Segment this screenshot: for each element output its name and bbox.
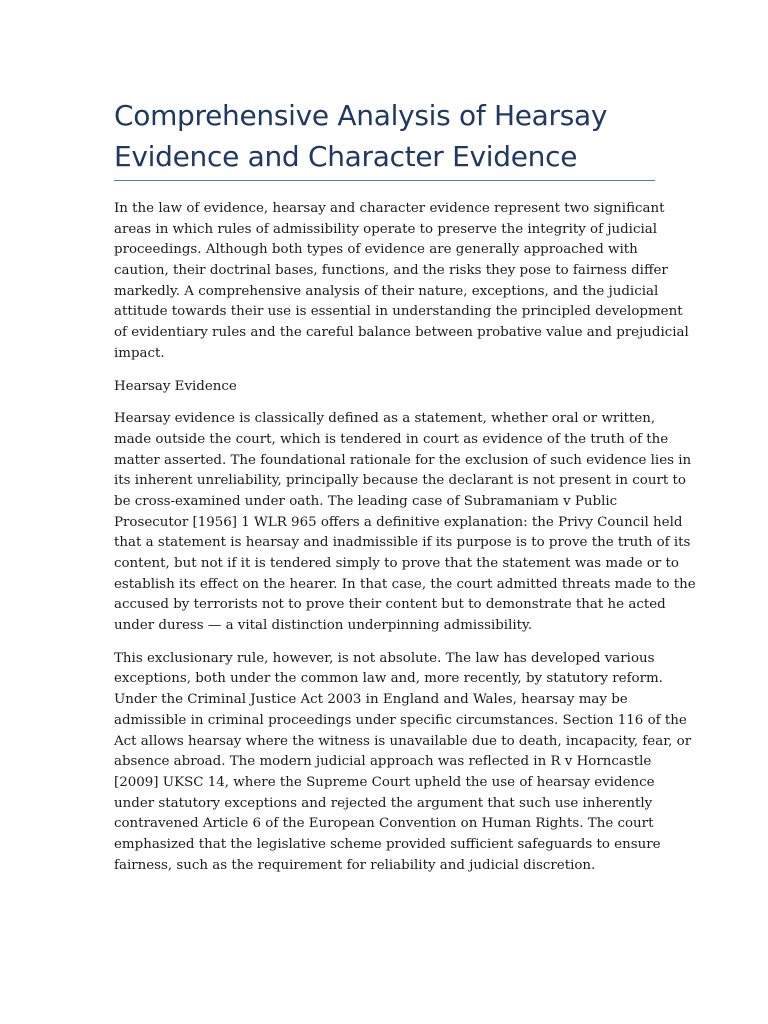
paragraph [114, 409, 696, 637]
paragraph [114, 649, 692, 877]
text-line: of evidentiary rules and the careful balance between probative value and prejudicial [114, 325, 689, 341]
text-line: accused by terrorists not to prove their content but to demonstrate that he acted [114, 597, 666, 613]
text-line: fairness, such as the requirement for reliability and judicial discretion. [114, 857, 596, 873]
text-line: absence abroad. The modern judicial approach was reflected in R v Horncastle [114, 754, 652, 770]
text-line: impact. [114, 345, 165, 361]
text-line: markedly. A comprehensive analysis of their nature, exceptions, and the judicial [114, 283, 659, 299]
text-line: made outside the court, which is tendered in court as evidence of the truth of the [114, 431, 669, 447]
text-line: proceedings. Although both types of evidence are generally approached with [114, 242, 638, 258]
text-line: Act allows hearsay where the witness is unavailable due to death, incapacity, fear, or [114, 733, 692, 749]
text-line: This exclusionary rule, however, is not absolute. The law has developed various [114, 650, 655, 666]
text-line: Hearsay Evidence [114, 378, 237, 394]
text-line: In the law of evidence, hearsay and character evidence represent two significant [114, 201, 665, 216]
title-underline-rule [114, 180, 655, 181]
text-line: its inherent unreliability, principally because the declarant is not present in court to [114, 473, 686, 489]
text-line: emphasized that the legislative scheme provided sufficient safeguards to ensure [114, 836, 661, 852]
text-line: contravened Article 6 of the European Convention on Human Rights. The court [114, 816, 654, 832]
text-line: under statutory exceptions and rejected the argument that such use inherently [114, 795, 653, 811]
text-line: caution, their doctrinal bases, functions, and the risks they pose to fairness differ [114, 263, 668, 279]
text-line: establish its effect on the hearer. In that case, the court admitted threats made to the [114, 576, 696, 592]
section-heading [114, 377, 674, 398]
title-line: Evidence and Character Evidence [114, 140, 578, 173]
text-line: content, but not if it is tendered simply to prove that the statement was made or to [114, 556, 679, 571]
text-line: [2009] UKSC 14, where the Supreme Court upheld the use of hearsay evidence [114, 774, 655, 790]
text-line: Hearsay evidence is classically defined as a statement, whether oral or written, [114, 411, 656, 427]
text-line: admissible in criminal proceedings under specific circumstances. Section 116 of the [114, 712, 687, 728]
text-line: that a statement is hearsay and inadmissible if its purpose is to prove the truth of its [114, 535, 691, 551]
text-line: under duress — a vital distinction underpinning admissibility. [114, 618, 533, 634]
paragraph [114, 199, 689, 365]
text-line: areas in which rules of admissibility operate to preserve the integrity of judicial [114, 221, 658, 237]
text-line: exceptions, both under the common law and, more recently, by statutory reform. [114, 671, 663, 687]
document-title [114, 95, 674, 177]
text-line: Under the Criminal Justice Act 2003 in England and Wales, hearsay may be [114, 692, 628, 708]
text-line: be cross-examined under oath. The leading case of Subramaniam v Public [114, 493, 618, 509]
text-line: matter asserted. The foundational rationale for the exclusion of such evidence lies in [114, 452, 692, 468]
text-line: Prosecutor [1956] 1 WLR 965 offers a definitive explanation: the Privy Council held [114, 514, 683, 530]
document-body [114, 199, 696, 888]
title-line: Comprehensive Analysis of Hearsay [114, 99, 608, 132]
text-line: attitude towards their use is essential in understanding the principled development [114, 304, 683, 320]
